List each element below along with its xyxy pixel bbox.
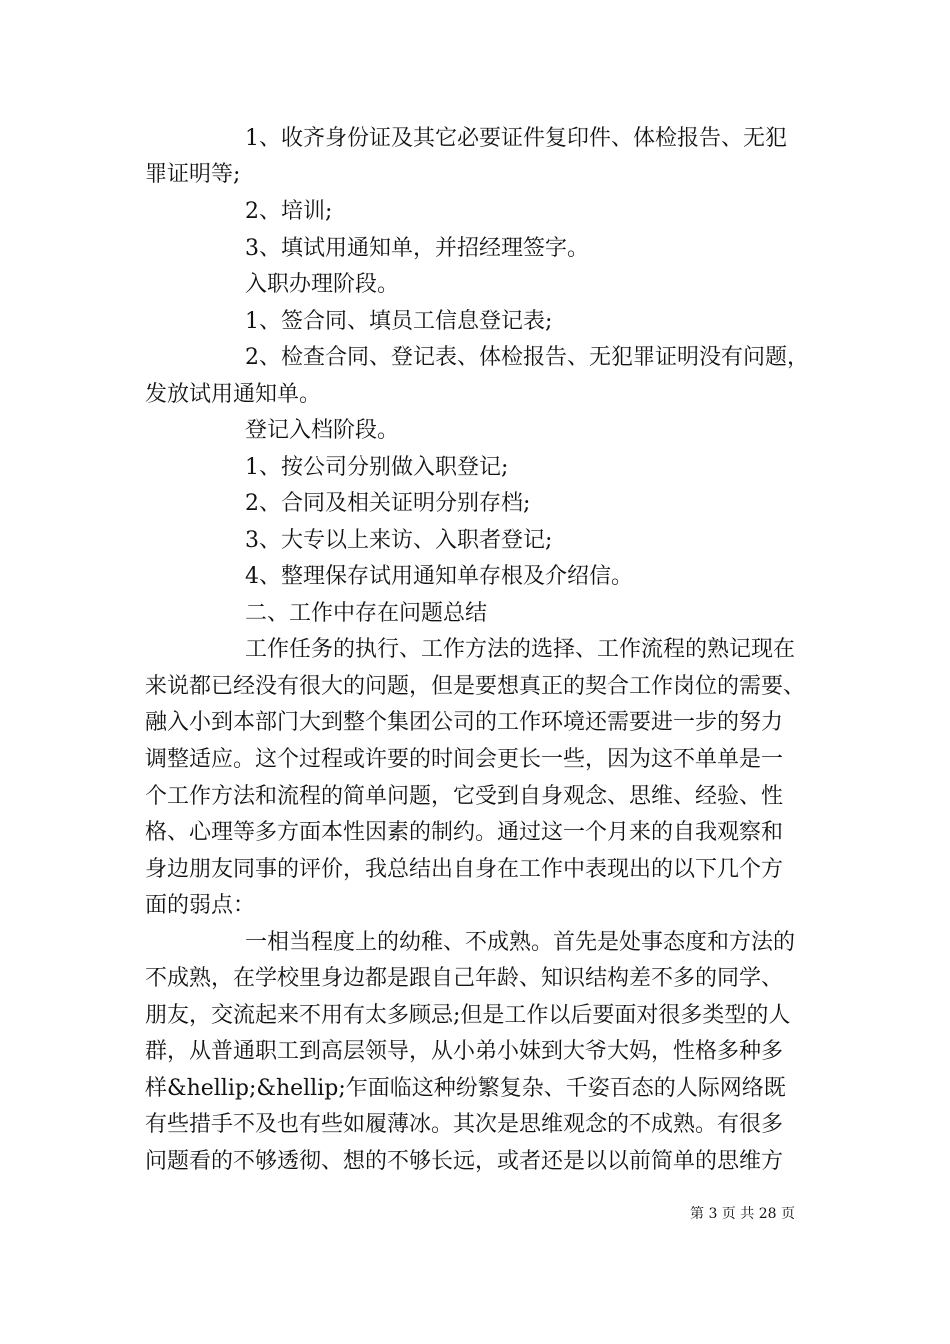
text-line: 不成熟，在学校里身边都是跟自己年龄、知识结构差不多的同学、 bbox=[145, 966, 784, 991]
text-line: 罪证明等; bbox=[145, 162, 241, 187]
text-line: 2、培训; bbox=[245, 199, 333, 224]
text-line: 样&hellip;&hellip;乍面临这种纷繁复杂、千姿百态的人际网络既 bbox=[145, 1076, 786, 1101]
text-line: 有些措手不及也有些如履薄冰。其次是思维观念的不成熟。有很多 bbox=[145, 1112, 784, 1137]
text-line: 问题看的不够透彻、想的不够长远，或者还是以以前简单的思维方 bbox=[145, 1149, 784, 1174]
text-line: 1、收齐身份证及其它必要证件复印件、体检报告、无犯 bbox=[245, 126, 787, 151]
text-line: 1、签合同、填员工信息登记表; bbox=[245, 309, 553, 334]
text-line: 登记入档阶段。 bbox=[245, 418, 400, 443]
page-number: 第 3 页 共 28 页 bbox=[690, 1206, 795, 1222]
text-line: 工作任务的执行、工作方法的选择、工作流程的熟记现在 bbox=[245, 637, 796, 662]
text-line: 格、心理等多方面本性因素的制约。通过这一个月来的自我观察和 bbox=[145, 820, 784, 845]
text-line: 面的弱点： bbox=[145, 893, 256, 918]
text-line: 来说都已经没有很大的问题，但是要想真正的契合工作岗位的需要、 bbox=[145, 674, 806, 699]
text-line: 3、填试用通知单，并招经理签字。 bbox=[245, 236, 589, 261]
section-heading: 二、工作中存在问题总结 bbox=[245, 601, 488, 626]
text-line: 2、检查合同、登记表、体检报告、无犯罪证明没有问题， bbox=[245, 345, 809, 370]
text-line: 2、合同及相关证明分别存档; bbox=[245, 491, 531, 516]
text-line: 3、大专以上来访、入职者登记; bbox=[245, 528, 553, 553]
text-line: 一相当程度上的幼稚、不成熟。首先是处事态度和方法的 bbox=[245, 930, 796, 955]
text-line: 朋友，交流起来不用有太多顾忌;但是工作以后要面对很多类型的人 bbox=[145, 1003, 791, 1028]
text-line: 身边朋友同事的评价，我总结出自身在工作中表现出的以下几个方 bbox=[145, 857, 784, 882]
text-line: 入职办理阶段。 bbox=[245, 272, 400, 297]
text-line: 发放试用通知单。 bbox=[145, 382, 322, 407]
text-line: 群，从普通职工到高层领导，从小弟小妹到大爷大妈，性格多种多 bbox=[145, 1039, 784, 1064]
text-line: 1、按公司分别做入职登记; bbox=[245, 455, 509, 480]
text-line: 4、整理保存试用通知单存根及介绍信。 bbox=[245, 564, 633, 589]
text-line: 调整适应。这个过程或许要的时间会更长一些，因为这不单单是一 bbox=[145, 747, 784, 772]
text-line: 个工作方法和流程的简单问题，它受到自身观念、思维、经验、性 bbox=[145, 784, 784, 809]
text-line: 融入小到本部门大到整个集团公司的工作环境还需要进一步的努力 bbox=[145, 710, 784, 735]
